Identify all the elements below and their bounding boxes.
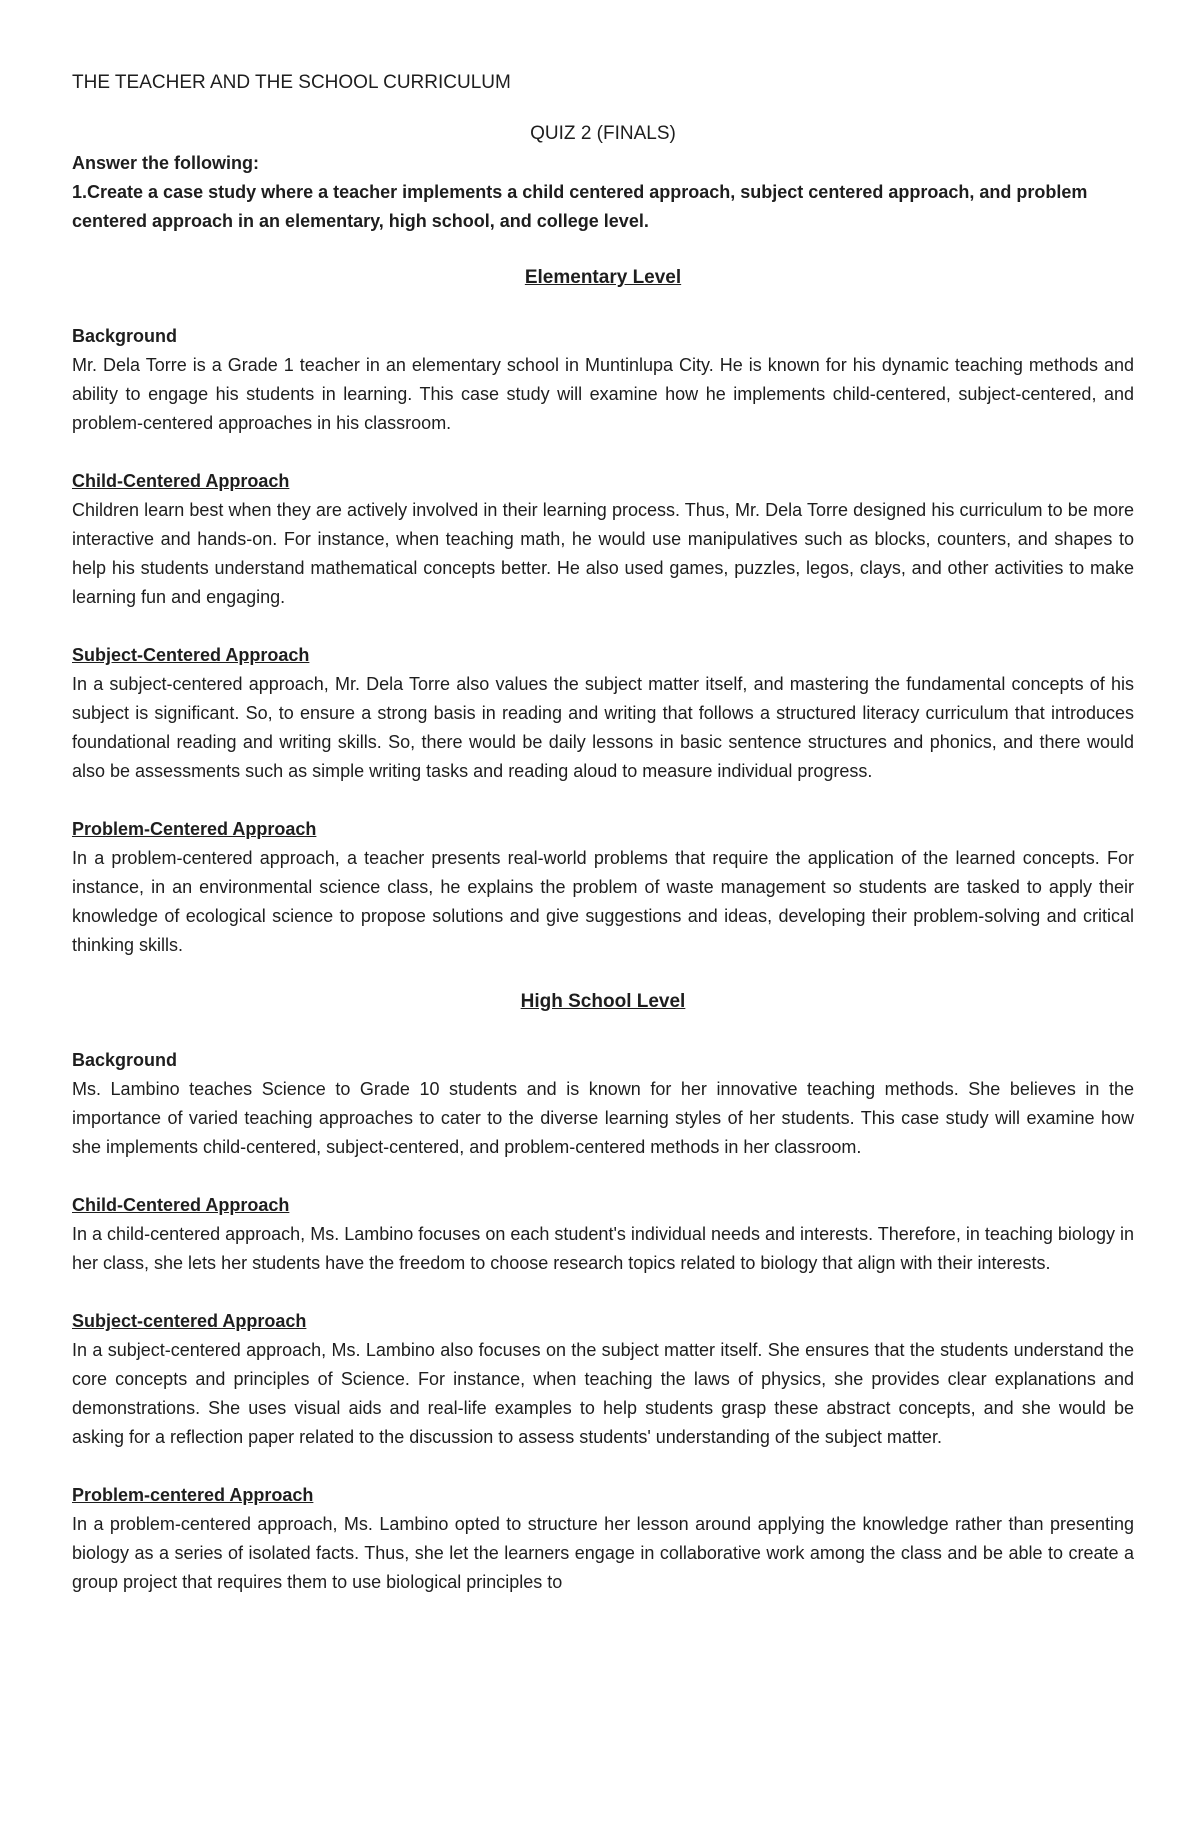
- elementary-background-text: Mr. Dela Torre is a Grade 1 teacher in an elementary school in Muntinlupa City. He is known for his dynamic teaching methods and ability to engage his students in learning. This case study will examine how he implements child-centered, subject-centered, and problem-centered approaches in his classroom.: [72, 355, 1134, 433]
- high-school-subject-text: In a subject-centered approach, Ms. Lambino also focuses on the subject matter itself. She ensures that the students understand the core concepts and principles of Science. For instance, when teaching the laws of physics, she provides clear explanations and demonstrations. She uses visual aids and real-life examples to help students grasp these abstract concepts, and she would be asking for a reflection paper related to the discussion to assess students' understanding of the subject matter.: [72, 1340, 1134, 1447]
- question-text: 1.Create a case study where a teacher implements a child centered approach, subject centered approach, and problem centered approach in an elementary, high school, and college level.: [72, 182, 1088, 231]
- document-title: THE TEACHER AND THE SCHOOL CURRICULUM: [72, 72, 511, 93]
- high-school-child-label: Child-Centered Approach: [72, 1195, 290, 1215]
- elementary-section: [72, 263, 1134, 960]
- high-school-problem-text: In a problem-centered approach, Ms. Lambino opted to structure her lesson around applying the knowledge rather than presenting biology as a series of isolated facts. Thus, she let the learners engage in collaborative work among the class and be able to create a group project that requires them to use biological principles to: [72, 1514, 1134, 1592]
- elementary-problem-label: Problem-Centered Approach: [72, 819, 317, 839]
- high-school-section: [72, 987, 1134, 1597]
- high-school-background-label: Background: [72, 1050, 178, 1070]
- quiz-title: QUIZ 2 (FINALS): [530, 123, 676, 144]
- elementary-subject-label: Subject-Centered Approach: [72, 645, 310, 665]
- high-school-child-text: In a child-centered approach, Ms. Lambino focuses on each student's individual needs and interests. Therefore, in teaching biology in her class, she lets her students have the freedom to choose research topics related to biology that align with their interests.: [72, 1224, 1134, 1273]
- high-school-subject-label: Subject-centered Approach: [72, 1311, 307, 1331]
- document-page: [72, 72, 1134, 1626]
- elementary-heading: Elementary Level: [524, 267, 682, 288]
- high-school-background-text: Ms. Lambino teaches Science to Grade 10 students and is known for her innovative teaching methods. She believes in the importance of varied teaching approaches to cater to the diverse learning styles of her students. This case study will examine how she implements child-centered, subject-centered, and problem-centered methods in her classroom.: [72, 1079, 1134, 1157]
- elementary-subject-text: In a subject-centered approach, Mr. Dela Torre also values the subject matter itself, and mastering the fundamental concepts of his subject is significant. So, to ensure a strong basis in reading and writing that follows a structured literacy curriculum that introduces foundational reading and writing skills. So, there would be daily lessons in basic sentence structures and phonics, and there would also be assessments such as simple writing tasks and reading aloud to measure individual progress.: [72, 674, 1134, 781]
- elementary-problem-text: In a problem-centered approach, a teacher presents real-world problems that require the application of the learned concepts. For instance, in an environmental science class, he explains the problem of waste management so students are tasked to apply their knowledge of ecological science to propose solutions and give suggestions and ideas, developing their problem-solving and critical thinking skills.: [72, 848, 1134, 955]
- elementary-background-label: Background: [72, 326, 178, 346]
- high-school-heading: High School Level: [520, 991, 686, 1012]
- high-school-problem-label: Problem-centered Approach: [72, 1485, 314, 1505]
- elementary-child-text: Children learn best when they are actively involved in their learning process. Thus, Mr. Dela Torre designed his curriculum to be more interactive and hands-on. For instance, when teaching math, he would use manipulatives such as blocks, counters, and shapes to help his students understand mathematical concepts better. He also used games, puzzles, legos, clays, and other activities to make learning fun and engaging.: [72, 500, 1134, 607]
- instruction-text: Answer the following:: [72, 153, 259, 173]
- elementary-child-label: Child-Centered Approach: [72, 471, 290, 491]
